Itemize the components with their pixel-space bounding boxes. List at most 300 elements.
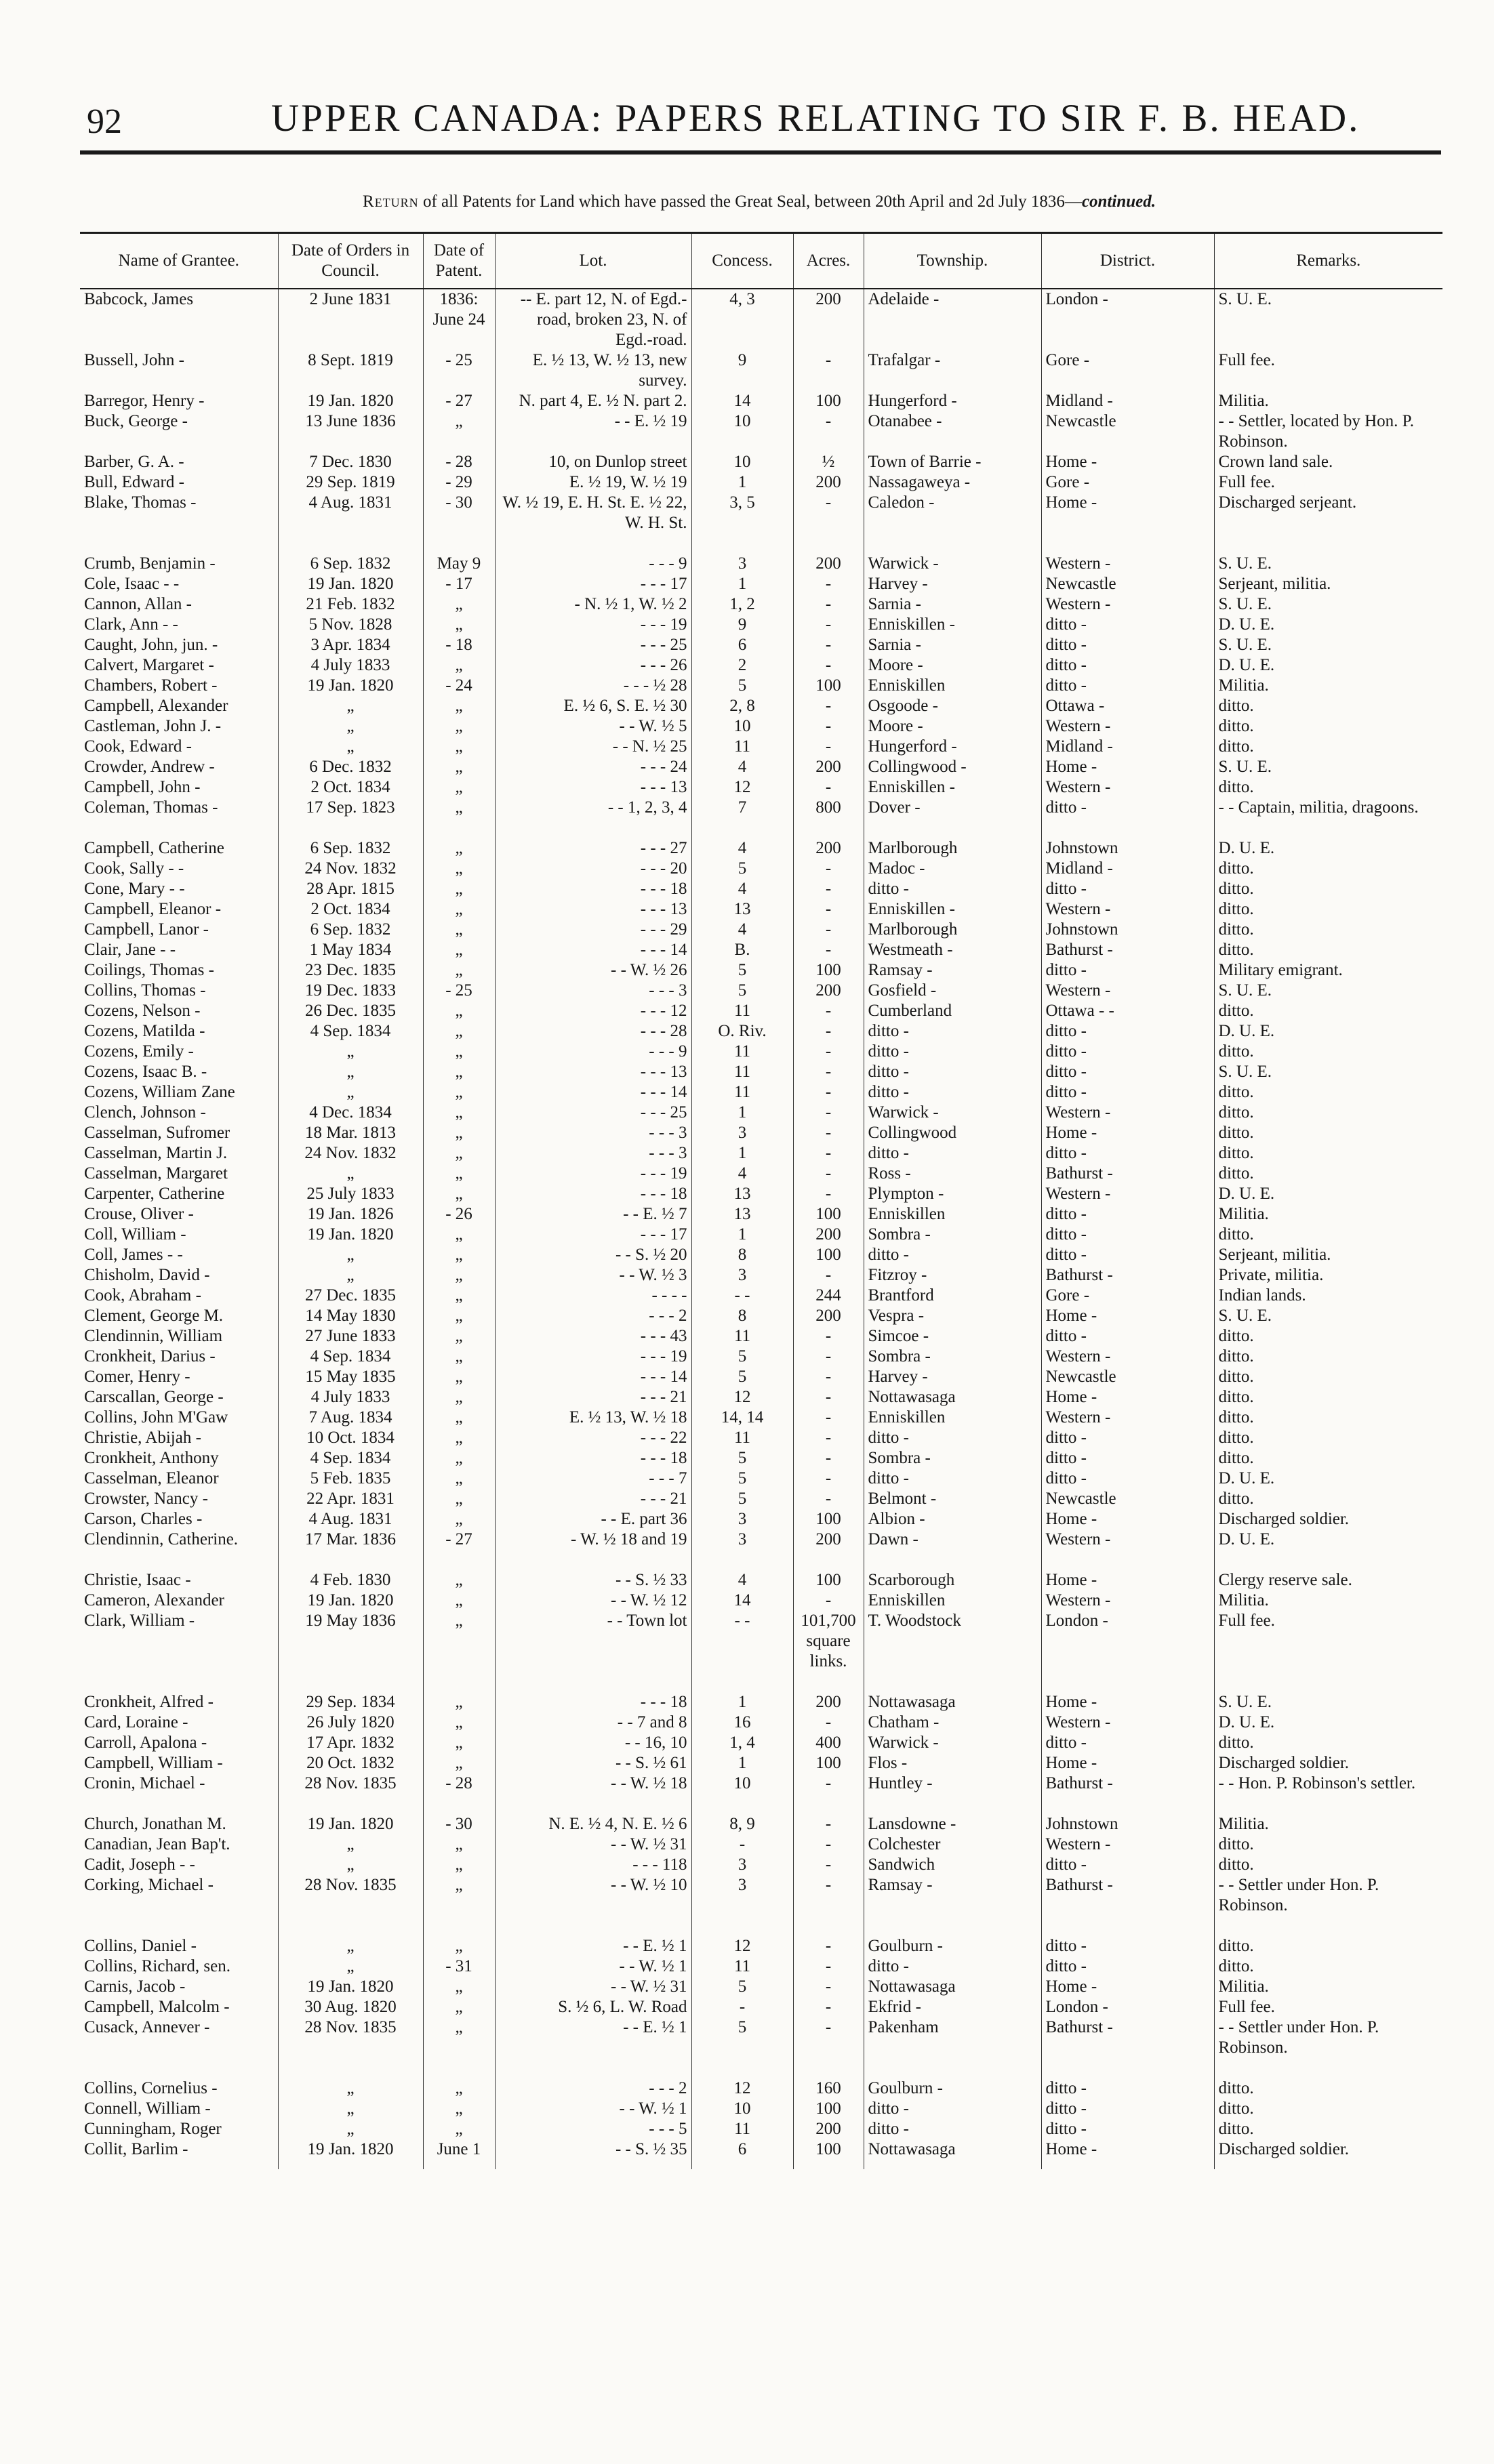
cell-township: Hungerford -: [864, 391, 1041, 411]
cell-patent-date: 1836: June 24: [423, 289, 495, 350]
cell-name: Calvert, Margaret -: [80, 655, 278, 676]
cell-lot: - - S. ½ 61: [495, 1753, 691, 1773]
cell-name: Caught, John, jun. -: [80, 635, 278, 655]
cell-patent-date: - 31: [423, 1956, 495, 1977]
cell-patent-date: „: [423, 1326, 495, 1347]
cell-order-date: 17 Sep. 1823: [278, 798, 423, 818]
cell-lot: - - S. ½ 33: [495, 1550, 691, 1590]
cell-patent-date: „: [423, 1082, 495, 1103]
cell-order-date: 7 Dec. 1830: [278, 452, 423, 472]
cell-township: Collingwood -: [864, 757, 1041, 777]
cell-order-date: 28 Nov. 1835: [278, 2017, 423, 2058]
cell-district: Western -: [1041, 533, 1214, 574]
cell-concession: 5: [691, 1977, 793, 1997]
cell-order-date: 5 Feb. 1835: [278, 1469, 423, 1489]
cell-lot: - - Town lot: [495, 1611, 691, 1672]
cell-acres: 244: [793, 1286, 864, 1306]
cell-district: ditto -: [1041, 1204, 1214, 1225]
cell-acres: -: [793, 574, 864, 594]
cell-remarks: Serjeant, militia.: [1218, 575, 1331, 593]
cell-patent-date: „: [423, 1265, 495, 1286]
cell-patent-date: „: [423, 1469, 495, 1489]
cell-name: Connell, William -: [80, 2099, 278, 2119]
cell-acres: -: [793, 493, 864, 533]
cell-name: Barber, G. A. -: [80, 452, 278, 472]
cell-remarks: ditto.: [1218, 1855, 1254, 1874]
cell-patent-date: „: [423, 1143, 495, 1164]
cell-township: Marlborough: [864, 920, 1041, 940]
cell-lot: - - - 5: [495, 2119, 691, 2139]
cell-remarks: Military emigrant.: [1218, 961, 1343, 979]
cell-concession: 4: [691, 757, 793, 777]
cell-concession: 13: [691, 1204, 793, 1225]
cell-township: Warwick -: [864, 533, 1041, 574]
cell-township: Harvey -: [864, 574, 1041, 594]
table-row: [80, 1387, 1442, 1408]
cell-patent-date: „: [423, 411, 495, 452]
cell-district: ditto -: [1041, 879, 1214, 899]
cell-acres: -: [793, 1977, 864, 1997]
cell-concession: 5: [691, 1489, 793, 1509]
cell-acres: -: [793, 411, 864, 452]
cell-township: Enniskillen -: [864, 899, 1041, 920]
cell-lot: - - - ½ 28: [495, 676, 691, 696]
table-row: [80, 1834, 1442, 1855]
cell-remarks: S. U. E.: [1218, 595, 1272, 613]
cell-township: Cumberland: [864, 1001, 1041, 1021]
cell-acres: 100: [793, 1204, 864, 1225]
cell-lot: N. part 4, E. ½ N. part 2.: [495, 391, 691, 411]
table-row: [80, 798, 1442, 818]
cell-name: Crowder, Andrew -: [80, 757, 278, 777]
cell-lot: - - E. part 36: [495, 1509, 691, 1529]
cell-acres: -: [793, 1448, 864, 1469]
cell-township: Scarborough: [864, 1550, 1041, 1590]
cell-remarks: ditto.: [1218, 717, 1254, 735]
cell-name: Chisholm, David -: [80, 1265, 278, 1286]
cell-concession: 11: [691, 1062, 793, 1082]
cell-township: Nassagaweya -: [864, 472, 1041, 493]
cell-township: ditto -: [864, 2099, 1041, 2119]
cell-name: Cameron, Alexander: [80, 1590, 278, 1611]
cell-order-date: „: [278, 1164, 423, 1184]
cell-patent-date: „: [423, 2119, 495, 2139]
cell-lot: - - - 17: [495, 574, 691, 594]
cell-concession: 11: [691, 2119, 793, 2139]
cell-township: ditto -: [864, 1021, 1041, 1042]
cell-concession: 11: [691, 1042, 793, 1062]
cell-township: Flos -: [864, 1753, 1041, 1773]
cell-district: Gore -: [1041, 1286, 1214, 1306]
cell-acres: -: [793, 1916, 864, 1956]
cell-district: Western -: [1041, 1712, 1214, 1733]
cell-district: ditto -: [1041, 2119, 1214, 2139]
cell-remarks: ditto.: [1218, 2120, 1254, 2138]
cell-district: ditto -: [1041, 1082, 1214, 1103]
cell-lot: E. ½ 13, W. ½ 13, new survey.: [495, 350, 691, 391]
cell-patent-date: „: [423, 1245, 495, 1265]
cell-order-date: 8 Sept. 1819: [278, 350, 423, 391]
cell-remarks: D. U. E.: [1218, 656, 1275, 674]
cell-concession: 3: [691, 1265, 793, 1286]
cell-order-date: 19 May 1836: [278, 1611, 423, 1672]
cell-lot: - - - 26: [495, 655, 691, 676]
table-row: [80, 859, 1442, 879]
cell-remarks: Militia.: [1218, 1815, 1269, 1833]
cell-concession: 5: [691, 1367, 793, 1387]
cell-lot: E. ½ 6, S. E. ½ 30: [495, 696, 691, 716]
table-row: [80, 1712, 1442, 1733]
table-row: [80, 1529, 1442, 1550]
cell-township: Warwick -: [864, 1103, 1041, 1123]
table-row: [80, 1164, 1442, 1184]
cell-lot: - - - 2: [495, 1306, 691, 1326]
cell-order-date: „: [278, 1042, 423, 1062]
cell-acres: -: [793, 1387, 864, 1408]
cell-patent-date: - 29: [423, 472, 495, 493]
cell-order-date: 2 Oct. 1834: [278, 777, 423, 798]
cell-name: Cannon, Allan -: [80, 594, 278, 615]
col-header-acres: Acres.: [793, 233, 864, 289]
cell-township: Nottawasaga: [864, 1387, 1041, 1408]
cell-district: London -: [1041, 289, 1214, 350]
col-header-name: Name of Grantee.: [80, 233, 278, 289]
cell-name: Cook, Sally - -: [80, 859, 278, 879]
cell-order-date: „: [278, 696, 423, 716]
cell-township: Harvey -: [864, 1367, 1041, 1387]
cell-township: Sarnia -: [864, 594, 1041, 615]
cell-district: Western -: [1041, 899, 1214, 920]
cell-name: Coll, William -: [80, 1225, 278, 1245]
cell-concession: 3: [691, 1855, 793, 1875]
cell-acres: ½: [793, 452, 864, 472]
cell-remarks: Militia.: [1218, 1977, 1269, 1996]
cell-township: Enniskillen -: [864, 615, 1041, 635]
cell-acres: 101,700 square links.: [793, 1611, 864, 1672]
cell-township: Caledon -: [864, 493, 1041, 533]
cell-lot: - - - 3: [495, 1123, 691, 1143]
cell-name: Cozens, Nelson -: [80, 1001, 278, 1021]
cell-acres: 100: [793, 1509, 864, 1529]
cell-township: Otanabee -: [864, 411, 1041, 452]
cell-concession: 4, 3: [691, 289, 793, 350]
cell-order-date: 19 Jan. 1820: [278, 2139, 423, 2169]
cell-lot: - - - 2: [495, 2058, 691, 2099]
cell-township: Warwick -: [864, 1733, 1041, 1753]
cell-district: Home -: [1041, 1977, 1214, 1997]
cell-remarks: S. U. E.: [1218, 1307, 1272, 1325]
cell-lot: - - - 19: [495, 1164, 691, 1184]
cell-district: Home -: [1041, 1753, 1214, 1773]
cell-concession: 11: [691, 1082, 793, 1103]
cell-order-date: 15 May 1835: [278, 1367, 423, 1387]
cell-township: ditto -: [864, 1143, 1041, 1164]
cell-patent-date: „: [423, 1672, 495, 1712]
cell-name: Coilings, Thomas -: [80, 960, 278, 981]
cell-concession: 1: [691, 1143, 793, 1164]
cell-district: Gore -: [1041, 472, 1214, 493]
cell-order-date: „: [278, 1834, 423, 1855]
cell-lot: - - - 14: [495, 1367, 691, 1387]
cell-concession: 10: [691, 1773, 793, 1794]
cell-acres: -: [793, 1590, 864, 1611]
cell-township: ditto -: [864, 1956, 1041, 1977]
cell-remarks: - - Captain, militia, dragoons.: [1218, 798, 1419, 817]
table-row: [80, 1672, 1442, 1712]
cell-lot: - - - 13: [495, 899, 691, 920]
cell-lot: - - S. ½ 20: [495, 1245, 691, 1265]
cell-district: Home -: [1041, 452, 1214, 472]
cell-remarks: ditto.: [1218, 1124, 1254, 1142]
cell-township: Moore -: [864, 655, 1041, 676]
cell-name: Corking, Michael -: [80, 1875, 278, 1916]
cell-lot: - - W. ½ 26: [495, 960, 691, 981]
cell-remarks: Full fee.: [1218, 1998, 1275, 2016]
cell-order-date: 19 Jan. 1820: [278, 1794, 423, 1834]
cell-lot: -- E. part 12, N. of Egd.-road, broken 23, N. of Egd.-road.: [495, 289, 691, 350]
cell-township: Sombra -: [864, 1347, 1041, 1367]
cell-patent-date: - 28: [423, 1773, 495, 1794]
cell-township: Hungerford -: [864, 737, 1041, 757]
cell-acres: -: [793, 737, 864, 757]
cell-district: Western -: [1041, 1590, 1214, 1611]
cell-remarks: ditto.: [1218, 1957, 1254, 1975]
cell-township: Ross -: [864, 1164, 1041, 1184]
cell-remarks: S. U. E.: [1218, 981, 1272, 1000]
cell-name: Campbell, Catherine: [80, 818, 278, 859]
cell-order-date: 1 May 1834: [278, 940, 423, 960]
col-header-order-date: Date of Orders in Council.: [278, 233, 423, 289]
cell-lot: - - - 17: [495, 1225, 691, 1245]
table-row: [80, 1082, 1442, 1103]
cell-concession: 2: [691, 655, 793, 676]
cell-order-date: 27 June 1833: [278, 1326, 423, 1347]
table-row: [80, 1611, 1442, 1672]
cell-name: Collins, Thomas -: [80, 981, 278, 1001]
cell-remarks: ditto.: [1218, 1408, 1254, 1426]
cell-district: ditto -: [1041, 1062, 1214, 1082]
cell-acres: 200: [793, 533, 864, 574]
cell-township: Sombra -: [864, 1225, 1041, 1245]
caption-lead: Return: [363, 192, 419, 211]
cell-township: Enniskillen: [864, 1408, 1041, 1428]
cell-district: Johnstown: [1041, 1794, 1214, 1834]
cell-township: T. Woodstock: [864, 1611, 1041, 1672]
cell-lot: - - - 28: [495, 1021, 691, 1042]
cell-patent-date: „: [423, 1590, 495, 1611]
cell-remarks: ditto.: [1218, 1835, 1254, 1853]
cell-lot: - - - 29: [495, 920, 691, 940]
cell-remarks: ditto.: [1218, 880, 1254, 898]
cell-order-date: 6 Dec. 1832: [278, 757, 423, 777]
cell-remarks: ditto.: [1218, 737, 1254, 756]
cell-district: ditto -: [1041, 1855, 1214, 1875]
cell-lot: - - - 19: [495, 615, 691, 635]
table-row: [80, 289, 1442, 350]
page-number: 92: [87, 102, 122, 141]
cell-name: Barregor, Henry -: [80, 391, 278, 411]
cell-district: Home -: [1041, 1306, 1214, 1326]
table-row: [80, 493, 1442, 533]
cell-patent-date: „: [423, 1733, 495, 1753]
table-row: [80, 1286, 1442, 1306]
cell-township: Brantford: [864, 1286, 1041, 1306]
cell-district: Gore -: [1041, 350, 1214, 391]
col-header-remarks: Remarks.: [1296, 251, 1361, 270]
cell-lot: - - - 19: [495, 1347, 691, 1367]
cell-district: ditto -: [1041, 1042, 1214, 1062]
cell-acres: -: [793, 1123, 864, 1143]
cell-concession: 8: [691, 1245, 793, 1265]
cell-order-date: 20 Oct. 1832: [278, 1753, 423, 1773]
cell-remarks: Militia.: [1218, 676, 1269, 695]
table-row: [80, 1489, 1442, 1509]
cell-district: ditto -: [1041, 1428, 1214, 1448]
table-row: [80, 1875, 1442, 1916]
cell-lot: - - - 18: [495, 1672, 691, 1712]
cell-township: Collingwood: [864, 1123, 1041, 1143]
cell-township: Enniskillen: [864, 1590, 1041, 1611]
cell-lot: - - W. ½ 3: [495, 1265, 691, 1286]
cell-concession: 5: [691, 1469, 793, 1489]
cell-township: Osgoode -: [864, 696, 1041, 716]
cell-township: Moore -: [864, 716, 1041, 737]
cell-patent-date: „: [423, 655, 495, 676]
cell-name: Cook, Edward -: [80, 737, 278, 757]
cell-patent-date: „: [423, 777, 495, 798]
cell-name: Buck, George -: [80, 411, 278, 452]
cell-district: ditto -: [1041, 2099, 1214, 2119]
cell-district: Bathurst -: [1041, 2017, 1214, 2058]
cell-name: Crumb, Benjamin -: [80, 533, 278, 574]
cell-concession: 10: [691, 2099, 793, 2119]
table-row: [80, 696, 1442, 716]
cell-name: Campbell, William -: [80, 1753, 278, 1773]
cell-concession: 4: [691, 818, 793, 859]
cell-concession: 13: [691, 899, 793, 920]
cell-name: Cook, Abraham -: [80, 1286, 278, 1306]
cell-concession: 1: [691, 1225, 793, 1245]
cell-concession: - -: [691, 1611, 793, 1672]
table-row: [80, 635, 1442, 655]
col-header-patent-date: Date of Patent.: [423, 233, 495, 289]
cell-order-date: 25 July 1833: [278, 1184, 423, 1204]
cell-acres: 200: [793, 289, 864, 350]
cell-patent-date: „: [423, 1306, 495, 1326]
cell-lot: - - - 118: [495, 1855, 691, 1875]
cell-patent-date: „: [423, 2017, 495, 2058]
cell-patent-date: „: [423, 1753, 495, 1773]
cell-lot: - - - 18: [495, 1184, 691, 1204]
cell-district: Bathurst -: [1041, 1875, 1214, 1916]
cell-patent-date: - 17: [423, 574, 495, 594]
cell-district: ditto -: [1041, 1448, 1214, 1469]
cell-concession: 6: [691, 635, 793, 655]
cell-remarks: ditto.: [1218, 1042, 1254, 1061]
cell-township: Goulburn -: [864, 1916, 1041, 1956]
cell-acres: -: [793, 2017, 864, 2058]
cell-patent-date: June 1: [423, 2139, 495, 2169]
cell-lot: - - - 21: [495, 1387, 691, 1408]
cell-acres: -: [793, 615, 864, 635]
cell-patent-date: - 26: [423, 1204, 495, 1225]
cell-lot: - - - 9: [495, 533, 691, 574]
table-row: [80, 757, 1442, 777]
cell-township: Colchester: [864, 1834, 1041, 1855]
cell-township: Nottawasaga: [864, 2139, 1041, 2169]
cell-order-date: 24 Nov. 1832: [278, 1143, 423, 1164]
cell-acres: 200: [793, 1672, 864, 1712]
table-row: [80, 899, 1442, 920]
table-row: [80, 655, 1442, 676]
cell-concession: 1, 4: [691, 1733, 793, 1753]
cell-name: Coll, James - -: [80, 1245, 278, 1265]
cell-name: Canadian, Jean Bap't.: [80, 1834, 278, 1855]
cell-name: Cunningham, Roger: [80, 2119, 278, 2139]
cell-district: Home -: [1041, 1509, 1214, 1529]
cell-patent-date: - 28: [423, 452, 495, 472]
cell-township: ditto -: [864, 1082, 1041, 1103]
cell-concession: 14, 14: [691, 1408, 793, 1428]
cell-acres: -: [793, 716, 864, 737]
cell-order-date: 5 Nov. 1828: [278, 615, 423, 635]
table-row: [80, 981, 1442, 1001]
cell-order-date: 2 Oct. 1834: [278, 899, 423, 920]
cell-district: ditto -: [1041, 1326, 1214, 1347]
cell-patent-date: „: [423, 940, 495, 960]
table-row: [80, 391, 1442, 411]
cell-patent-date: „: [423, 798, 495, 818]
cell-order-date: 19 Jan. 1820: [278, 1590, 423, 1611]
cell-township: Fitzroy -: [864, 1265, 1041, 1286]
cell-district: ditto -: [1041, 1245, 1214, 1265]
cell-township: Vespra -: [864, 1306, 1041, 1326]
cell-acres: 200: [793, 757, 864, 777]
cell-acres: -: [793, 1997, 864, 2017]
cell-concession: 12: [691, 1916, 793, 1956]
cell-remarks: Crown land sale.: [1218, 453, 1333, 471]
cell-district: ditto -: [1041, 1916, 1214, 1956]
cell-lot: - - - 12: [495, 1001, 691, 1021]
cell-acres: 100: [793, 1550, 864, 1590]
table-row: [80, 1042, 1442, 1062]
table-row: [80, 2058, 1442, 2099]
cell-order-date: „: [278, 1956, 423, 1977]
cell-lot: - - - 3: [495, 1143, 691, 1164]
table-row: [80, 1956, 1442, 1977]
cell-concession: 13: [691, 1184, 793, 1204]
cell-name: Collins, Daniel -: [80, 1916, 278, 1956]
cell-lot: - - W. ½ 31: [495, 1977, 691, 1997]
cell-township: ditto -: [864, 1042, 1041, 1062]
cell-name: Clark, Ann - -: [80, 615, 278, 635]
cell-district: Western -: [1041, 1408, 1214, 1428]
cell-district: Home -: [1041, 2139, 1214, 2169]
table-row: [80, 1794, 1442, 1834]
cell-concession: 4: [691, 920, 793, 940]
cell-acres: -: [793, 1773, 864, 1794]
table-caption: [81, 192, 1437, 211]
cell-township: Gosfield -: [864, 981, 1041, 1001]
cell-district: Midland -: [1041, 737, 1214, 757]
cell-township: Chatham -: [864, 1712, 1041, 1733]
cell-order-date: 13 June 1836: [278, 411, 423, 452]
cell-remarks: Militia.: [1218, 392, 1269, 410]
cell-concession: 4: [691, 1164, 793, 1184]
cell-district: ditto -: [1041, 1021, 1214, 1042]
cell-township: Adelaide -: [864, 289, 1041, 350]
cell-township: Town of Barrie -: [864, 452, 1041, 472]
